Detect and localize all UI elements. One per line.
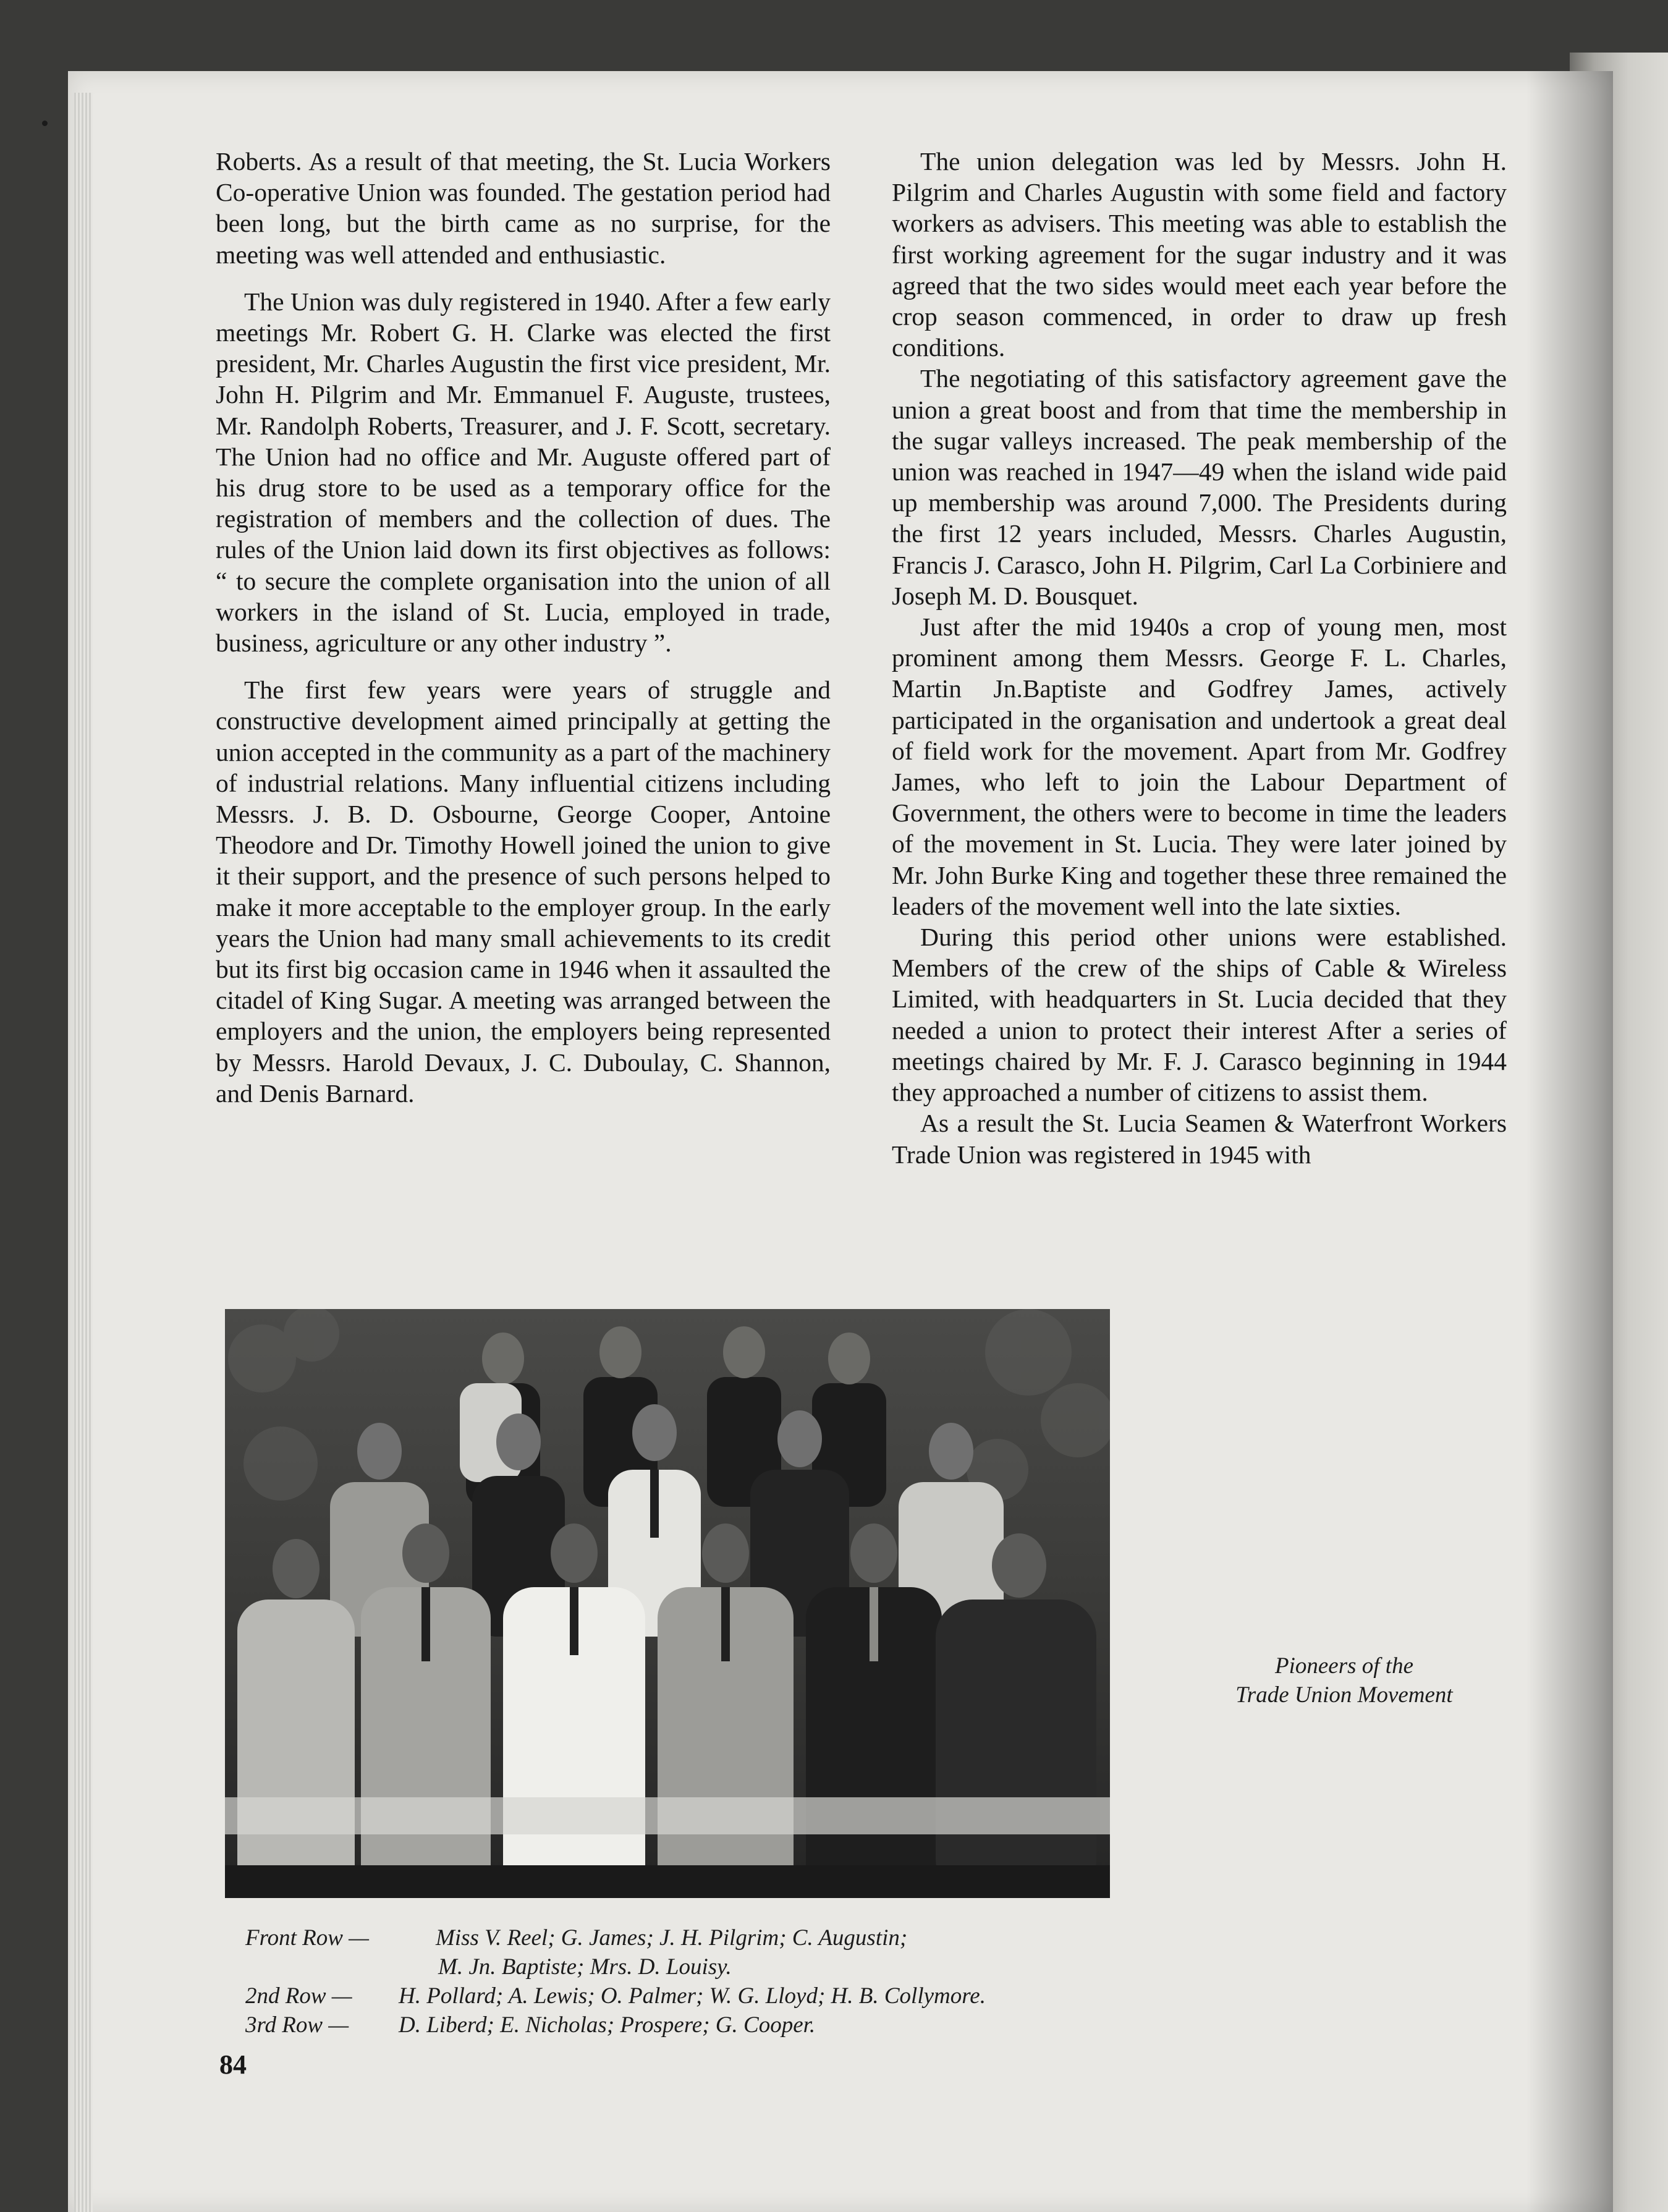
- page-number: 84: [219, 2049, 247, 2080]
- row-names: H. Pollard; A. Lewis; O. Palmer; W. G. Lloyd; H. B. Collymore.: [399, 1983, 986, 2009]
- row-label: 3rd Row —: [245, 2012, 349, 2038]
- spine-shadow: [1526, 71, 1613, 2212]
- paragraph: The union delegation was led by Messrs. John H. Pilgrim and Charles Augustin with some field and factory workers as advisers. This meeting was able to establish the first working agreement for the sugar industry and it was agreed that the two sides would meet each year before the crop season commenced, in order to draw up fresh conditions.: [892, 147, 1507, 362]
- paragraph: Roberts. As a result of that meeting, the St. Lucia Workers Co-operative Union was founded. The gestation period had been long, but the birth came as no surprise, for the meeting was well attended and enthusiastic.: [216, 147, 831, 269]
- paragraph: The Union was duly registered in 1940. After a few early meetings Mr. Robert G. H. Clarke was elected the first president, Mr. Charles Augustin the first vice president, Mr. John H. Pilgrim and Mr. Emmanuel F. Auguste, trustees, Mr. Randolph Roberts, Treasurer, and J. F. Scott, secretary. The Union had no office and Mr. Auguste offered part of his drug store to be used as a temporary office for the registration of members and the collection of dues. The rules of the Union laid down its first objectives as follows: “ to secure the complete organisation into the union of all workers in the island of St. Lucia, employed in trade, business, agriculture or any other industry ”.: [216, 287, 831, 658]
- row-names: M. Jn. Baptiste; Mrs. D. Louisy.: [438, 1954, 732, 1980]
- photo-caption-line: Trade Union Movement: [1235, 1682, 1453, 1708]
- row-label: 2nd Row —: [245, 1983, 352, 2009]
- second-row-names: [245, 1981, 1135, 2011]
- row-label: Front Row —: [245, 1925, 370, 1951]
- right-text-column: [892, 146, 1507, 1170]
- paragraph: During this period other unions were established. Members of the crew of the ships of Cable & Wireless Limited, with headquarters in St. Lucia decided that they needed a union to protect their interest After a series of meetings chaired by Mr. F. J. Carasco beginning in 1944 they approached a number of citizens to assist them.: [892, 923, 1507, 1107]
- photo-names-list: [245, 1923, 1135, 2040]
- paragraph: The first few years were years of struggle and constructive development aimed principally at getting the union accepted in the community as a part of the machinery of industrial relations. Many influential citizens including Messrs. J. B. D. Osbourne, George Cooper, Antoine Theodore and Dr. Timothy Howell joined the union to give it their support, and the presence of such persons helped to make it more acceptable to the employer group. In the early years the Union had many small achievements to its credit but its first big occasion came in 1946 when it assaulted the citadel of King Sugar. A meeting was arranged between the employers and the union, the employers being represented by Messrs. Harold Devaux, J. C. Duboulay, C. Shannon, and Denis Barnard.: [216, 676, 831, 1108]
- paragraph: The negotiating of this satisfactory agreement gave the union a great boost and from that time the membership in the sugar valleys increased. The peak membership of the union was reached in 1947—49 when the island wide paid up membership was around 7,000. The Presidents during the first 12 years included, Messrs. Charles Augustin, Francis J. Carasco, John H. Pilgrim, Carl La Corbiniere and Joseph M. D. Bousquet.: [892, 364, 1507, 610]
- photo-caption-line: Pioneers of the: [1274, 1653, 1413, 1679]
- row-names: D. Liberd; E. Nicholas; Prospere; G. Cooper.: [399, 2012, 816, 2038]
- paragraph: Just after the mid 1940s a crop of young men, most prominent among them Messrs. George F. L. Charles, Martin Jn.Baptiste and Godfrey James, actively participated in the organisation and undertook a great deal of field work for the movement. Apart from Mr. Godfrey James, who left to join the Labour Department of Government, the others were to become in time the leaders of the movement in St. Lucia. They were later joined by Mr. John Burke King and together these three remained the leaders of the movement well into the late sixties.: [892, 612, 1507, 920]
- group-photo-image: [225, 1309, 1110, 1898]
- ink-speck: [42, 121, 48, 126]
- third-row-names: [245, 2011, 1135, 2040]
- front-row-names: [245, 1923, 1135, 1952]
- group-photograph: [225, 1309, 1110, 1898]
- front-row-names-continued: [245, 1952, 1135, 1981]
- photo-caption: [1162, 1651, 1526, 1710]
- left-text-column: [216, 146, 831, 1109]
- page-edges: [74, 93, 93, 2212]
- row-names: Miss V. Reel; G. James; J. H. Pilgrim; C. Augustin;: [436, 1925, 908, 1951]
- paragraph: As a result the St. Lucia Seamen & Waterfront Workers Trade Union was registered in 1945 with: [892, 1109, 1507, 1169]
